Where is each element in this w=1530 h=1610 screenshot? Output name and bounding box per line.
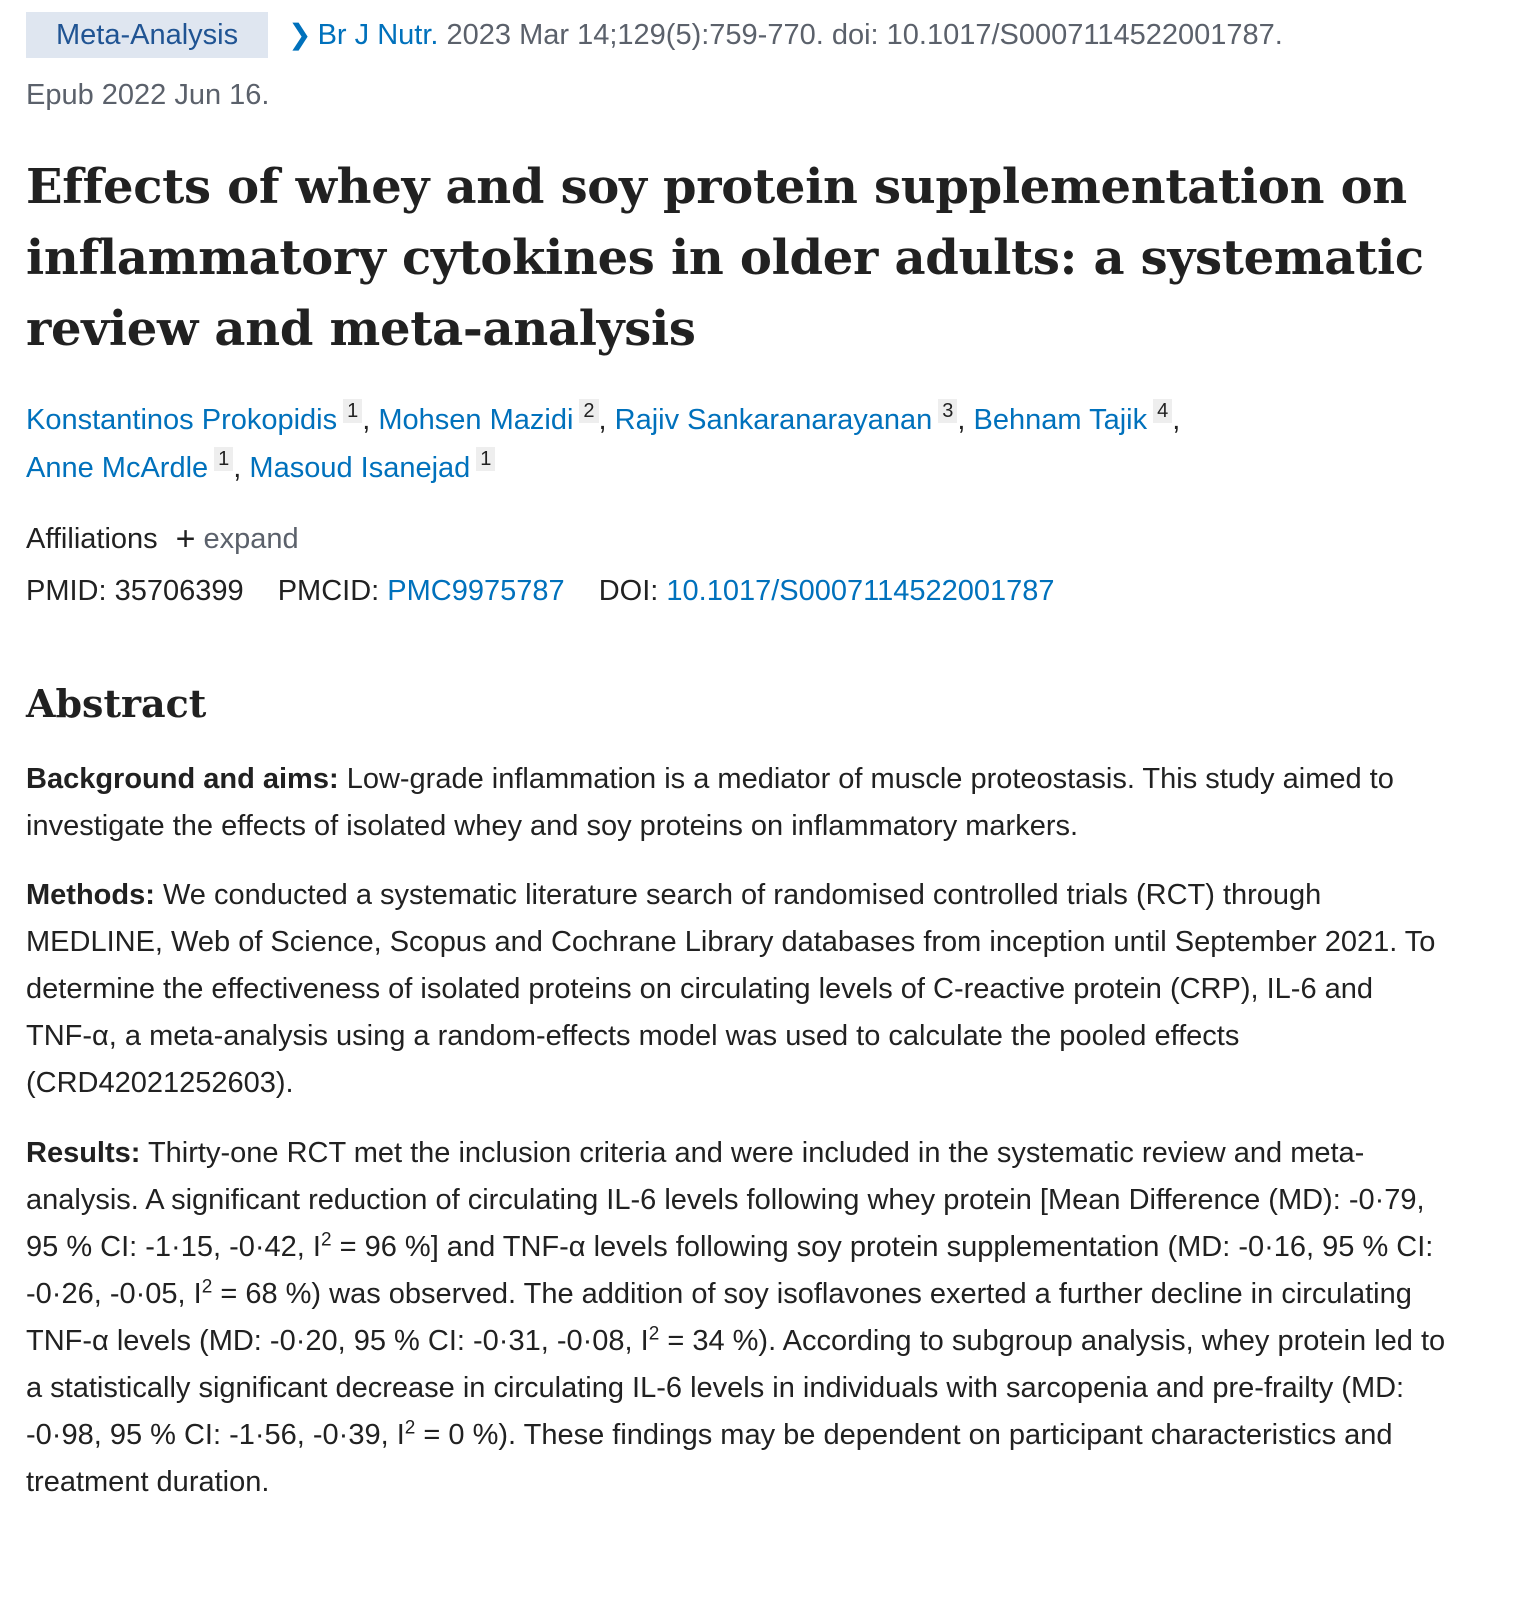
affiliation-number[interactable]: 1 (343, 399, 362, 423)
author-separator: , (233, 452, 242, 484)
affiliation-number[interactable]: 1 (214, 447, 233, 471)
abstract-methods (26, 872, 1446, 1107)
article-title: Effects of whey and soy protein supplementation on inflammatory cytokines in older adults: a systematic review and meta-analysis (26, 159, 1424, 357)
author-link[interactable]: Behnam Tajik (973, 404, 1148, 436)
superscript: 2 (201, 1276, 213, 1298)
author-link[interactable]: Masoud Isanejad (249, 452, 471, 484)
author-separator: , (957, 404, 966, 436)
abstract-background (26, 756, 1446, 850)
author-separator: , (362, 404, 371, 436)
abstract-results (26, 1130, 1446, 1506)
author-link[interactable]: Mohsen Mazidi (378, 404, 574, 436)
epub-date: Epub 2022 Jun 16. (26, 79, 270, 111)
author-link[interactable]: Anne McArdle (26, 452, 209, 484)
superscript: 2 (320, 1229, 332, 1251)
author-link[interactable]: Rajiv Sankaranarayanan (614, 404, 933, 436)
citation-line (26, 12, 1506, 58)
author-separator: , (598, 404, 607, 436)
journal-link[interactable]: Br J Nutr. (317, 19, 439, 51)
results-text: = 68 %) was observed. The addition of soy isoflavones exerted a further decline in circulating TNF-α levels (MD: -0·20, 95 % CI: -0·31, -0·08, I (26, 1278, 1412, 1357)
affiliation-number[interactable]: 4 (1153, 399, 1172, 423)
doi-label: DOI: (598, 575, 659, 607)
author-separator: , (1172, 404, 1181, 436)
pmid-group (26, 568, 244, 614)
plus-icon[interactable]: + (175, 520, 196, 558)
author-link[interactable]: Konstantinos Prokopidis (26, 404, 338, 436)
affiliation-number[interactable]: 1 (476, 447, 495, 471)
background-label: Background and aims: (26, 763, 339, 795)
results-text: = 34 %). According to subgroup analysis, whey protein led to a statistically significant decrease in circulating IL-6 levels in individuals with sarcopenia and pre-frailty (MD: -0·98, 95 % CI: -1·56, -0·39, I (26, 1325, 1446, 1451)
results-text: Thirty-one RCT met the inclusion criteria and were included in the systematic review and meta-analysis. A significant reduction of circulating IL-6 levels following whey protein [Mean Difference (MD): -0·79, 95 % CI: -1·15, -0·42, I (26, 1137, 1425, 1263)
pmcid-label: PMCID: (277, 575, 380, 607)
pmcid-link[interactable]: PMC9975787 (387, 575, 565, 607)
pmcid-group (278, 568, 565, 614)
doi-group (599, 568, 1055, 614)
affiliations-row (26, 516, 299, 562)
pmid-value: 35706399 (114, 575, 244, 607)
affiliations-expand-button[interactable] (176, 516, 299, 562)
publication-type-badge[interactable]: Meta-Analysis (26, 12, 268, 58)
results-text: = 96 %] and TNF-α levels following soy protein supplementation (MD: -0·16, 95 % CI: -0·26, -0·05, I (26, 1231, 1434, 1310)
chevron-right-icon[interactable]: ❯ (288, 19, 312, 50)
pmid-label: PMID: (26, 575, 107, 607)
methods-label: Methods: (26, 879, 155, 911)
results-text: = 0 %). These findings may be dependent on participant characteristics and treatment duration. (26, 1419, 1393, 1498)
affiliation-number[interactable]: 2 (579, 399, 598, 423)
expand-label[interactable]: expand (203, 523, 299, 555)
results-label: Results: (26, 1137, 141, 1169)
identifiers-row (26, 568, 1081, 614)
doi-link[interactable]: 10.1017/S0007114522001787 (666, 575, 1055, 607)
abstract-heading: Abstract (26, 681, 207, 726)
background-text: Low-grade inflammation is a mediator of muscle proteostasis. This study aimed to investigate the effects of isolated whey and soy proteins on inflammatory markers. (26, 763, 1394, 842)
superscript: 2 (648, 1323, 660, 1345)
authors-list (26, 396, 1466, 492)
superscript: 2 (404, 1417, 416, 1439)
affiliation-number[interactable]: 3 (938, 399, 957, 423)
methods-text: We conducted a systematic literature search of randomised controlled trials (RCT) through MEDLINE, Web of Science, Scopus and Cochrane Library databases from inception until September 2021. To determine the effectiveness of isolated proteins on circulating levels of C-reactive protein (CRP), IL-6 and TNF-α, a meta-analysis using a random-effects model was used to calculate the pooled effects (CRD42021252603). (26, 879, 1436, 1099)
affiliations-label: Affiliations (26, 523, 158, 555)
citation-details: 2023 Mar 14;129(5):759-770. doi: 10.1017/S0007114522001787. (446, 19, 1283, 51)
